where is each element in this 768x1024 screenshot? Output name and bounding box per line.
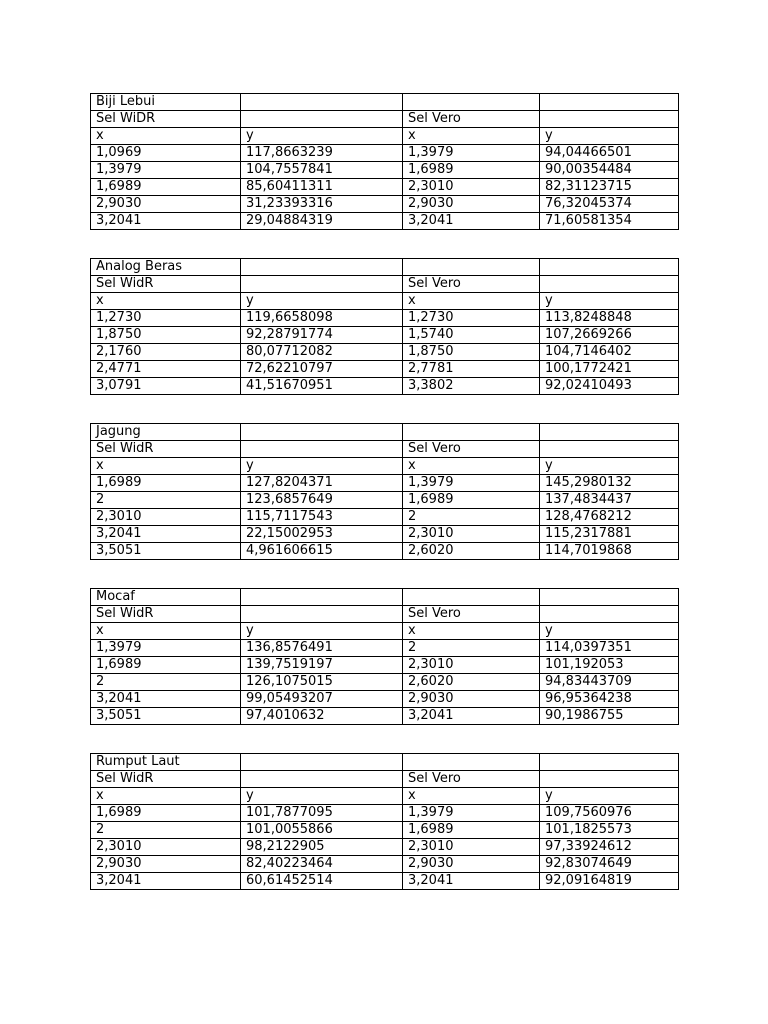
table-cell	[540, 94, 679, 111]
table-cell: 94,83443709	[540, 674, 679, 691]
table-cell	[241, 276, 403, 293]
table-cell: 139,7519197	[241, 657, 403, 674]
table-cell: 92,83074649	[540, 856, 679, 873]
table-cell	[241, 589, 403, 606]
table-cell: 3,5051	[91, 708, 241, 725]
column-header: x	[403, 788, 540, 805]
table-cell: 80,07712082	[241, 344, 403, 361]
table-cell: 2	[91, 492, 241, 509]
table-cell: 109,7560976	[540, 805, 679, 822]
table-cell: 119,6658098	[241, 310, 403, 327]
data-table-biji-lebui	[90, 93, 679, 230]
table-cell: 1,6989	[403, 822, 540, 839]
table-cell: 2	[91, 822, 241, 839]
table-row	[91, 344, 679, 361]
table-label-row	[91, 771, 679, 788]
column-header: x	[91, 623, 241, 640]
table-cell: 114,7019868	[540, 543, 679, 560]
table-cell: 3,2041	[403, 213, 540, 230]
table-row	[91, 856, 679, 873]
table-row	[91, 674, 679, 691]
column-header: y	[540, 128, 679, 145]
table-cell: 90,1986755	[540, 708, 679, 725]
table-cell	[540, 259, 679, 276]
left-group-label: Sel WiDR	[91, 111, 241, 128]
column-header: x	[403, 293, 540, 310]
table-cell: 1,3979	[91, 162, 241, 179]
table-cell: 2,9030	[91, 196, 241, 213]
table-cell: 1,0969	[91, 145, 241, 162]
table-cell: 1,6989	[91, 179, 241, 196]
table-label-row	[91, 276, 679, 293]
table-row	[91, 361, 679, 378]
table-cell: 2,9030	[91, 856, 241, 873]
table-cell: 60,61452514	[241, 873, 403, 890]
column-header: y	[540, 293, 679, 310]
table-row	[91, 310, 679, 327]
column-header: y	[241, 623, 403, 640]
data-table-mocaf	[90, 588, 679, 725]
table-cell: 2,9030	[403, 196, 540, 213]
table-cell: 3,3802	[403, 378, 540, 395]
table-cell: 101,192053	[540, 657, 679, 674]
table-cell: 2	[403, 509, 540, 526]
table-cell: 92,09164819	[540, 873, 679, 890]
document-page	[90, 93, 678, 918]
column-header: x	[91, 128, 241, 145]
table-cell: 3,2041	[91, 213, 241, 230]
table-row	[91, 839, 679, 856]
table-title: Mocaf	[91, 589, 241, 606]
table-cell: 113,8248848	[540, 310, 679, 327]
table-title-row	[91, 259, 679, 276]
table-cell: 82,31123715	[540, 179, 679, 196]
table-cell: 2,3010	[403, 839, 540, 856]
table-cell	[241, 754, 403, 771]
table-cell: 126,1075015	[241, 674, 403, 691]
data-table-analog-beras	[90, 258, 679, 395]
table-cell: 1,3979	[403, 145, 540, 162]
table-cell: 82,40223464	[241, 856, 403, 873]
table-cell: 85,60411311	[241, 179, 403, 196]
table-cell: 2,3010	[91, 509, 241, 526]
table-cell: 101,7877095	[241, 805, 403, 822]
table-cell: 115,7117543	[241, 509, 403, 526]
table-cell	[403, 94, 540, 111]
table-cell: 3,0791	[91, 378, 241, 395]
table-cell	[241, 606, 403, 623]
column-header: y	[540, 458, 679, 475]
table-cell: 71,60581354	[540, 213, 679, 230]
table-cell: 100,1772421	[540, 361, 679, 378]
table-cell: 114,0397351	[540, 640, 679, 657]
table-row	[91, 378, 679, 395]
table-cell: 2,9030	[403, 856, 540, 873]
table-header-row	[91, 293, 679, 310]
column-header: x	[91, 788, 241, 805]
table-cell: 2	[91, 674, 241, 691]
table-row	[91, 543, 679, 560]
right-group-label: Sel Vero	[403, 441, 540, 458]
table-cell: 2,3010	[403, 179, 540, 196]
table-title: Rumput Laut	[91, 754, 241, 771]
left-group-label: Sel WidR	[91, 606, 241, 623]
table-cell: 1,6989	[91, 805, 241, 822]
table-title-row	[91, 754, 679, 771]
table-title-row	[91, 424, 679, 441]
table-cell: 1,2730	[91, 310, 241, 327]
column-header: y	[241, 788, 403, 805]
table-row	[91, 805, 679, 822]
table-cell: 127,8204371	[241, 475, 403, 492]
table-cell: 1,6989	[403, 162, 540, 179]
table-label-row	[91, 606, 679, 623]
table-cell: 2,7781	[403, 361, 540, 378]
table-cell: 1,8750	[403, 344, 540, 361]
table-cell: 2,6020	[403, 543, 540, 560]
table-title-row	[91, 94, 679, 111]
table-cell: 98,2122905	[241, 839, 403, 856]
table-cell: 3,5051	[91, 543, 241, 560]
table-row	[91, 145, 679, 162]
table-row	[91, 327, 679, 344]
table-header-row	[91, 458, 679, 475]
table-cell: 76,32045374	[540, 196, 679, 213]
table-title: Jagung	[91, 424, 241, 441]
table-cell	[403, 424, 540, 441]
table-row	[91, 196, 679, 213]
table-cell: 3,2041	[403, 708, 540, 725]
table-cell	[241, 259, 403, 276]
column-header: x	[403, 128, 540, 145]
left-group-label: Sel WidR	[91, 276, 241, 293]
column-header: y	[540, 623, 679, 640]
column-header: y	[241, 128, 403, 145]
table-cell: 2,4771	[91, 361, 241, 378]
table-cell: 1,3979	[403, 475, 540, 492]
table-cell: 101,0055866	[241, 822, 403, 839]
table-cell: 115,2317881	[540, 526, 679, 543]
table-cell	[540, 754, 679, 771]
data-table-rumput-laut	[90, 753, 679, 890]
column-header: x	[403, 623, 540, 640]
table-label-row	[91, 111, 679, 128]
table-cell	[241, 441, 403, 458]
table-row	[91, 475, 679, 492]
right-group-label: Sel Vero	[403, 771, 540, 788]
table-cell: 2	[403, 640, 540, 657]
table-cell	[241, 111, 403, 128]
table-cell: 3,2041	[403, 873, 540, 890]
column-header: y	[540, 788, 679, 805]
table-cell: 2,9030	[403, 691, 540, 708]
table-cell: 97,33924612	[540, 839, 679, 856]
table-row	[91, 509, 679, 526]
column-header: x	[403, 458, 540, 475]
table-cell: 107,2669266	[540, 327, 679, 344]
table-cell	[403, 589, 540, 606]
table-cell: 94,04466501	[540, 145, 679, 162]
table-cell: 29,04884319	[241, 213, 403, 230]
table-cell: 1,8750	[91, 327, 241, 344]
table-cell: 1,3979	[91, 640, 241, 657]
table-cell: 22,15002953	[241, 526, 403, 543]
table-cell	[241, 771, 403, 788]
table-cell: 72,62210797	[241, 361, 403, 378]
column-header: y	[241, 293, 403, 310]
table-cell: 97,4010632	[241, 708, 403, 725]
table-cell: 2,3010	[91, 839, 241, 856]
table-cell	[241, 94, 403, 111]
table-cell: 3,2041	[91, 873, 241, 890]
table-cell	[540, 606, 679, 623]
table-cell	[241, 424, 403, 441]
table-cell	[540, 424, 679, 441]
column-header: x	[91, 293, 241, 310]
table-cell	[540, 111, 679, 128]
table-cell: 92,28791774	[241, 327, 403, 344]
table-header-row	[91, 128, 679, 145]
table-cell: 104,7146402	[540, 344, 679, 361]
table-cell: 4,961606615	[241, 543, 403, 560]
table-row	[91, 179, 679, 196]
table-row	[91, 708, 679, 725]
table-cell: 41,51670951	[241, 378, 403, 395]
table-row	[91, 526, 679, 543]
table-cell: 3,2041	[91, 526, 241, 543]
table-row	[91, 640, 679, 657]
table-row	[91, 873, 679, 890]
table-cell	[540, 771, 679, 788]
table-title: Biji Lebui	[91, 94, 241, 111]
table-cell: 90,00354484	[540, 162, 679, 179]
table-header-row	[91, 788, 679, 805]
table-cell: 104,7557841	[241, 162, 403, 179]
table-cell: 136,8576491	[241, 640, 403, 657]
table-cell	[403, 259, 540, 276]
table-cell	[540, 441, 679, 458]
table-cell: 2,1760	[91, 344, 241, 361]
table-cell	[403, 754, 540, 771]
table-cell: 128,4768212	[540, 509, 679, 526]
table-cell: 145,2980132	[540, 475, 679, 492]
right-group-label: Sel Vero	[403, 606, 540, 623]
table-cell: 1,5740	[403, 327, 540, 344]
right-group-label: Sel Vero	[403, 111, 540, 128]
table-cell	[540, 276, 679, 293]
column-header: y	[241, 458, 403, 475]
table-label-row	[91, 441, 679, 458]
table-cell: 96,95364238	[540, 691, 679, 708]
table-cell: 1,6989	[91, 475, 241, 492]
table-title: Analog Beras	[91, 259, 241, 276]
left-group-label: Sel WidR	[91, 771, 241, 788]
table-cell: 2,3010	[403, 657, 540, 674]
table-cell: 1,3979	[403, 805, 540, 822]
table-header-row	[91, 623, 679, 640]
table-cell: 31,23393316	[241, 196, 403, 213]
table-row	[91, 822, 679, 839]
table-cell: 101,1825573	[540, 822, 679, 839]
table-cell: 1,6989	[91, 657, 241, 674]
table-cell: 99,05493207	[241, 691, 403, 708]
table-row	[91, 213, 679, 230]
right-group-label: Sel Vero	[403, 276, 540, 293]
table-cell	[540, 589, 679, 606]
table-cell: 137,4834437	[540, 492, 679, 509]
table-cell: 2,6020	[403, 674, 540, 691]
table-cell: 123,6857649	[241, 492, 403, 509]
table-cell: 2,3010	[403, 526, 540, 543]
left-group-label: Sel WidR	[91, 441, 241, 458]
table-row	[91, 691, 679, 708]
table-row	[91, 492, 679, 509]
table-cell: 92,02410493	[540, 378, 679, 395]
table-cell: 1,6989	[403, 492, 540, 509]
column-header: x	[91, 458, 241, 475]
table-title-row	[91, 589, 679, 606]
table-cell: 117,8663239	[241, 145, 403, 162]
table-cell: 3,2041	[91, 691, 241, 708]
table-row	[91, 657, 679, 674]
table-cell: 1,2730	[403, 310, 540, 327]
data-table-jagung	[90, 423, 679, 560]
table-row	[91, 162, 679, 179]
